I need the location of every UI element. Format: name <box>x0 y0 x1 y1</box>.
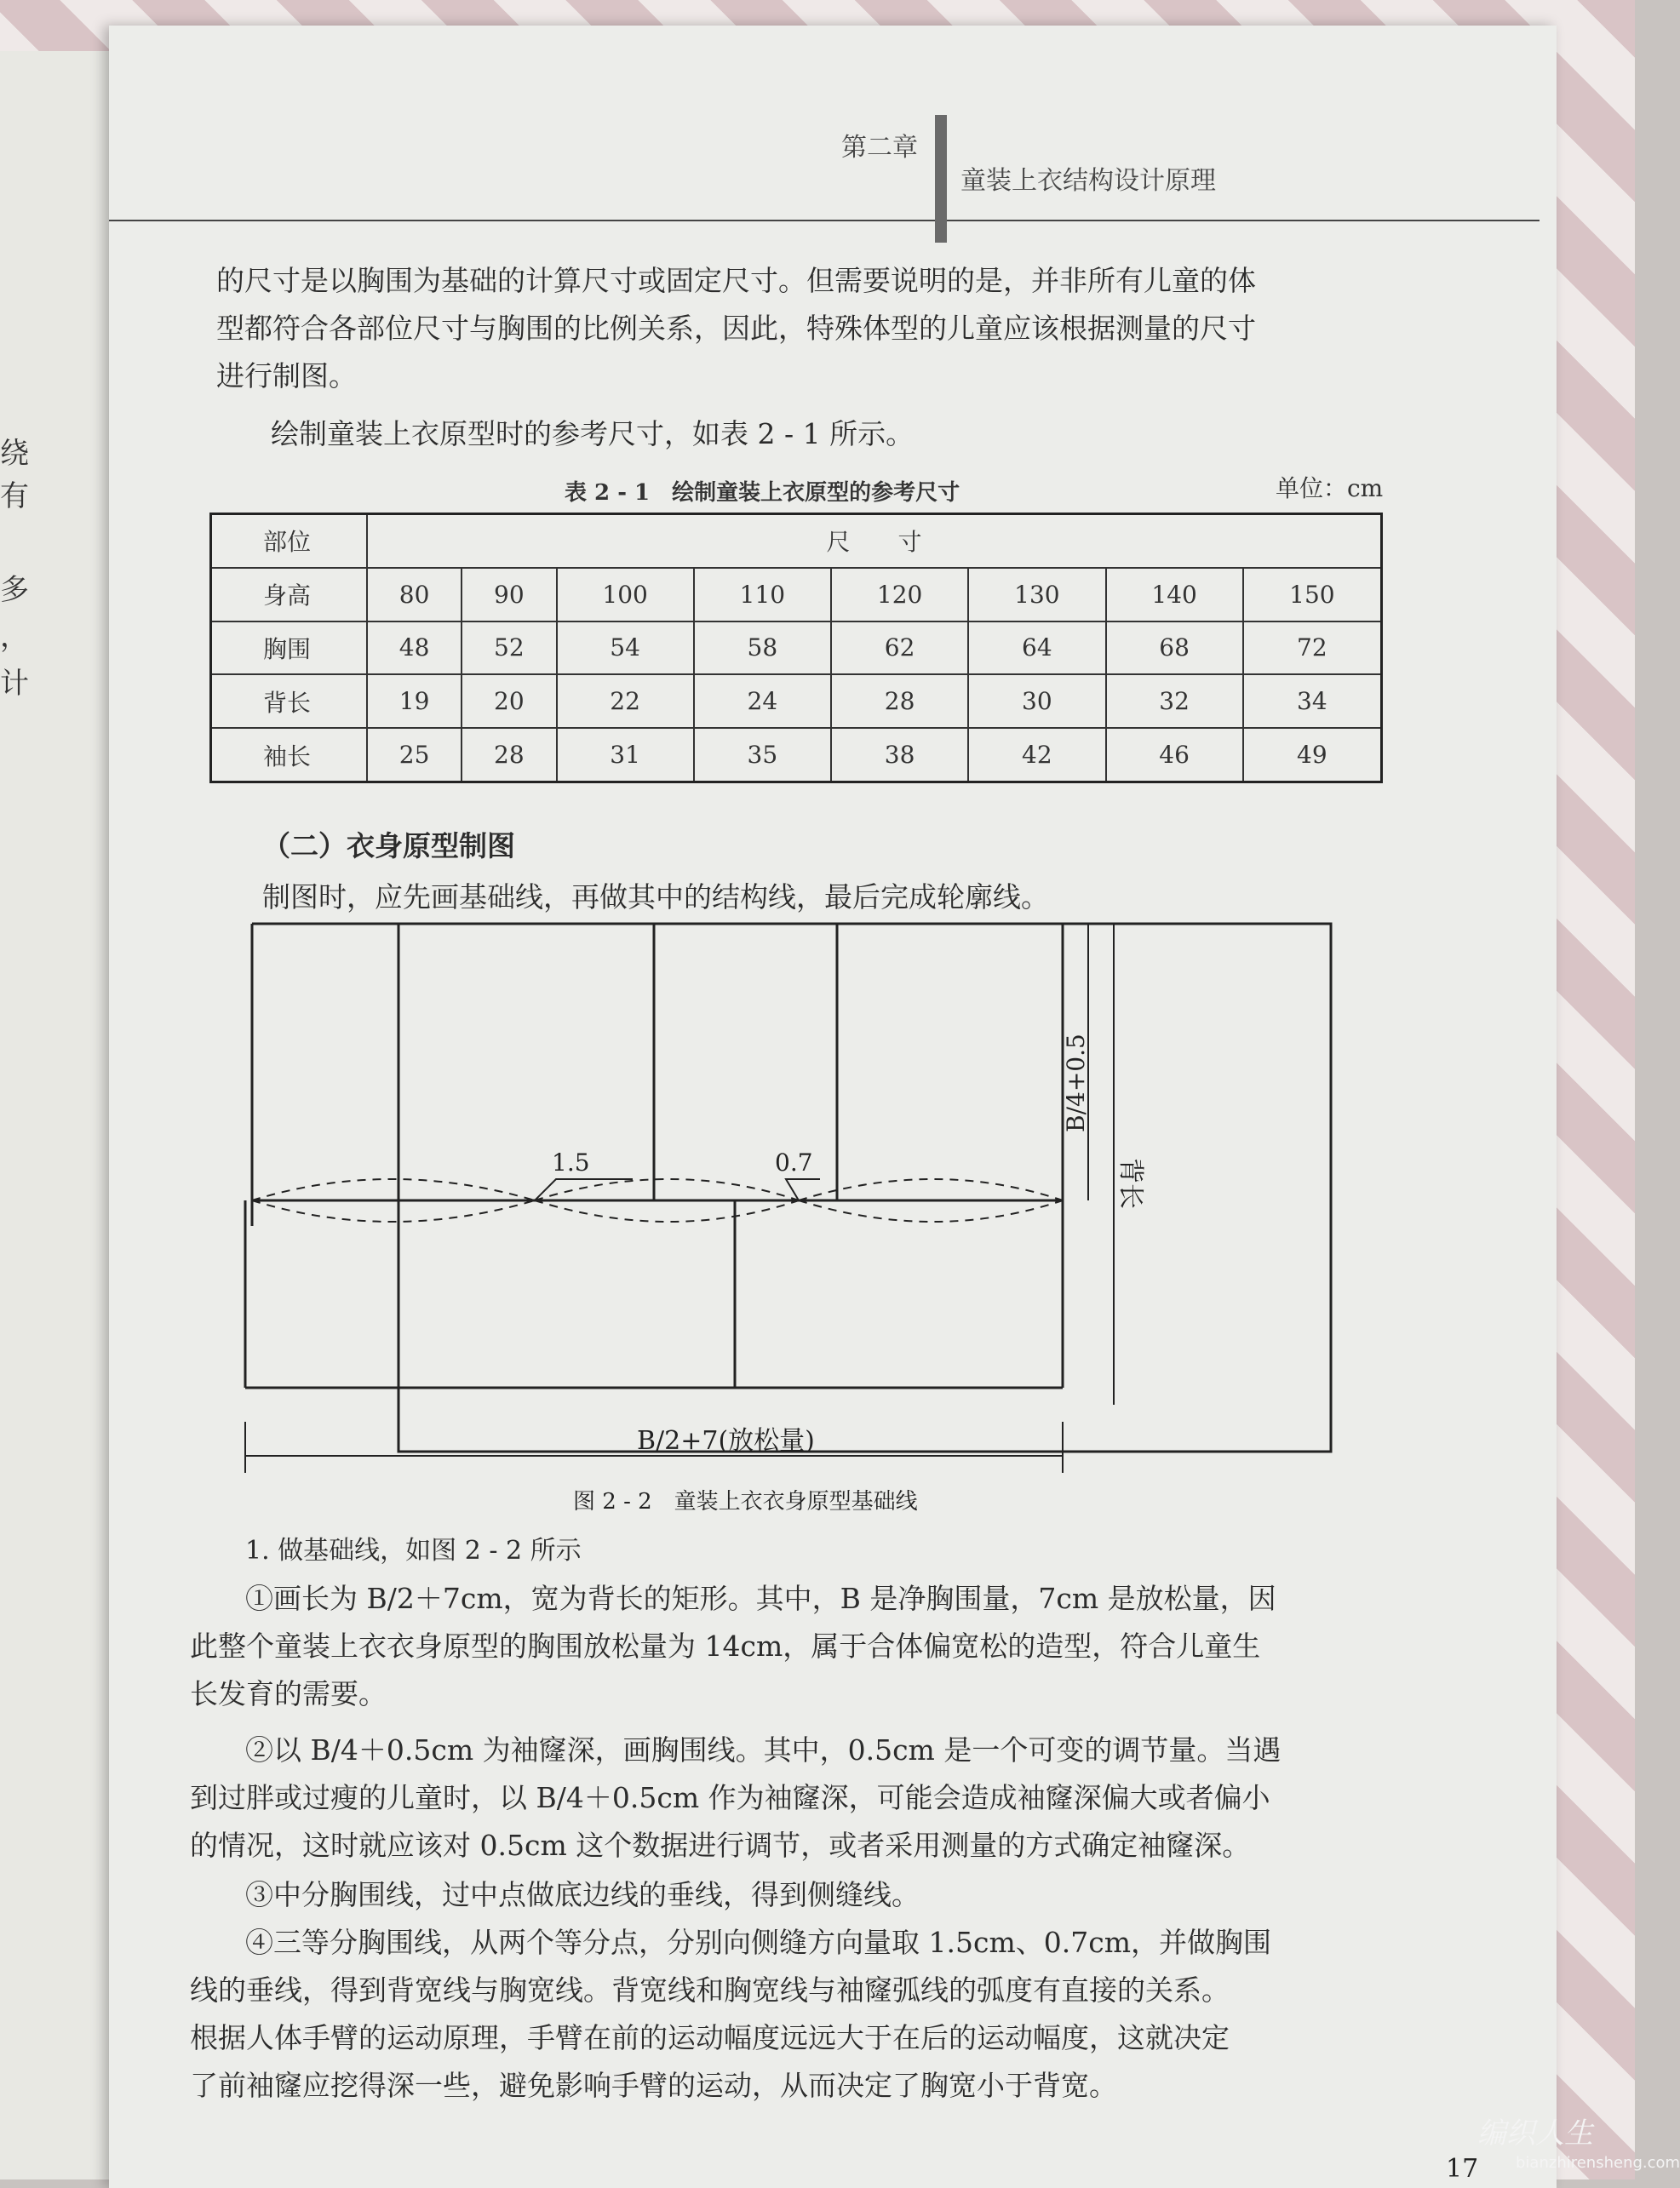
figure-caption: 图 2 - 2 童装上衣衣身原型基础线 <box>573 1489 918 1515</box>
division-arc <box>252 1200 535 1222</box>
table-cell: 72 <box>1243 621 1382 675</box>
table-cell: 90 <box>462 568 556 621</box>
table-row-label: 袖长 <box>211 728 368 782</box>
table-cell: 140 <box>1106 568 1243 621</box>
table-cell: 54 <box>557 621 694 675</box>
table-cell: 48 <box>367 621 462 675</box>
left-page-edge <box>0 51 112 2179</box>
table-cell: 22 <box>557 674 694 728</box>
left-page-fragment: 有 <box>0 479 29 513</box>
page-number: 17 <box>1446 2154 1479 2184</box>
table-caption: 表 2 - 1 绘制童装上衣原型的参考尺寸 <box>565 480 960 506</box>
table-cell: 34 <box>1243 674 1382 728</box>
width-label: B/2+7(放松量) <box>637 1426 815 1456</box>
table-row-label: 背长 <box>211 674 368 728</box>
table-cell: 28 <box>462 728 556 782</box>
table-cell: 31 <box>557 728 694 782</box>
intro-line: 的尺寸是以胸围为基础的计算尺寸或固定尺寸。但需要说明的是，并非所有儿童的体 <box>216 264 1256 297</box>
step-line: ④三等分胸围线，从两个等分点，分别向侧缝方向量取 1.5cm、0.7cm，并做胸围 <box>245 1926 1271 1959</box>
section-heading: （二）衣身原型制图 <box>262 829 515 862</box>
chapter-label: 第二章 <box>841 133 918 163</box>
left-page-fragment: 计 <box>0 667 29 701</box>
table-cell: 130 <box>968 568 1105 621</box>
step-line: 线的垂线，得到背宽线与胸宽线。背宽线和胸宽线与袖窿弧线的弧度有直接的关系。 <box>190 1973 1230 2007</box>
table-cell: 58 <box>694 621 831 675</box>
step-line: 了前袖窿应挖得深一些，避免影响手臂的运动，从而决定了胸宽小于背宽。 <box>190 2069 1117 2102</box>
step-line: ①画长为 B/2＋7cm，宽为背长的矩形。其中，B 是净胸围量，7cm 是放松量，因 <box>245 1582 1276 1615</box>
table-header-cell: 尺 寸 <box>367 514 1382 568</box>
section-intro: 制图时，应先画基础线，再做其中的结构线，最后完成轮廓线。 <box>262 880 1049 914</box>
division-arc <box>799 1200 1063 1222</box>
table-unit: 单位：cm <box>1276 474 1384 502</box>
table-header-cell: 部位 <box>211 514 368 568</box>
back-offset-marker <box>535 1179 633 1200</box>
left-page-fragment: 多 <box>0 573 29 607</box>
step-line: 长发育的需要。 <box>190 1677 387 1710</box>
step-line: ②以 B/4＋0.5cm 为袖窿深，画胸围线。其中，0.5cm 是一个可变的调节量。当遇 <box>245 1733 1282 1767</box>
table-cell: 49 <box>1243 728 1382 782</box>
base-rectangle <box>398 924 1331 1452</box>
steps-heading: 1. 做基础线，如图 2 - 2 所示 <box>245 1536 582 1566</box>
front-offset-label: 0.7 <box>775 1148 813 1177</box>
table-cell: 120 <box>831 568 968 621</box>
table-cell: 64 <box>968 621 1105 675</box>
table-cell: 24 <box>694 674 831 728</box>
table-cell: 150 <box>1243 568 1382 621</box>
table-cell: 80 <box>367 568 462 621</box>
table-cell: 42 <box>968 728 1105 782</box>
table-cell: 19 <box>367 674 462 728</box>
table-row-label: 身高 <box>211 568 368 621</box>
chapter-title: 童装上衣结构设计原理 <box>960 166 1216 196</box>
intro-line: 型都符合各部位尺寸与胸围的比例关系，因此，特殊体型的儿童应该根据测量的尺寸 <box>216 312 1256 345</box>
table-cell: 62 <box>831 621 968 675</box>
table-cell: 46 <box>1106 728 1243 782</box>
step-line: ③中分胸围线，过中点做底边线的垂线，得到侧缝线。 <box>245 1878 920 1911</box>
back-length-label: 背长 <box>1115 1158 1145 1209</box>
intro-line: 进行制图。 <box>216 359 357 392</box>
table-cell: 20 <box>462 674 556 728</box>
table-cell: 52 <box>462 621 556 675</box>
step-line: 根据人体手臂的运动原理，手臂在前的运动幅度远远大于在后的运动幅度，这就决定 <box>190 2021 1230 2054</box>
division-arc <box>535 1179 799 1200</box>
step-line: 此整个童装上衣衣身原型的胸围放松量为 14cm，属于合体偏宽松的造型，符合儿童生 <box>190 1630 1261 1663</box>
division-arc <box>535 1200 799 1222</box>
table-row-label: 胸围 <box>211 621 368 675</box>
table-cell: 38 <box>831 728 968 782</box>
book-page <box>109 26 1557 2188</box>
table-cell: 100 <box>557 568 694 621</box>
division-arc <box>252 1179 535 1200</box>
left-page-fragment: 绕 <box>0 437 29 471</box>
table-cell: 110 <box>694 568 831 621</box>
table-cell: 25 <box>367 728 462 782</box>
table-cell: 68 <box>1106 621 1243 675</box>
table-cell: 35 <box>694 728 831 782</box>
watermark-url: bianzhirensheng.com <box>1516 2154 1680 2172</box>
table-cell: 28 <box>831 674 968 728</box>
table-cell: 32 <box>1106 674 1243 728</box>
step-line: 到过胖或过瘦的儿童时，以 B/4＋0.5cm 作为袖窿深，可能会造成袖窿深偏大或者偏小 <box>190 1781 1270 1814</box>
step-line: 的情况，这时就应该对 0.5cm 这个数据进行调节，或者采用测量的方式确定袖窿深。 <box>190 1829 1251 1862</box>
watermark-logo: 编织人生 <box>1477 2116 1593 2151</box>
front-offset-marker <box>786 1179 820 1200</box>
left-page-fragment: ， <box>0 620 29 654</box>
back-offset-label: 1.5 <box>552 1148 590 1177</box>
intro-line: 绘制童装上衣原型时的参考尺寸，如表 2 - 1 所示。 <box>271 417 915 450</box>
bodice-base-diagram <box>109 26 1557 1558</box>
table-cell: 30 <box>968 674 1105 728</box>
armhole-depth-label: B/4+0.5 <box>1062 1034 1090 1132</box>
